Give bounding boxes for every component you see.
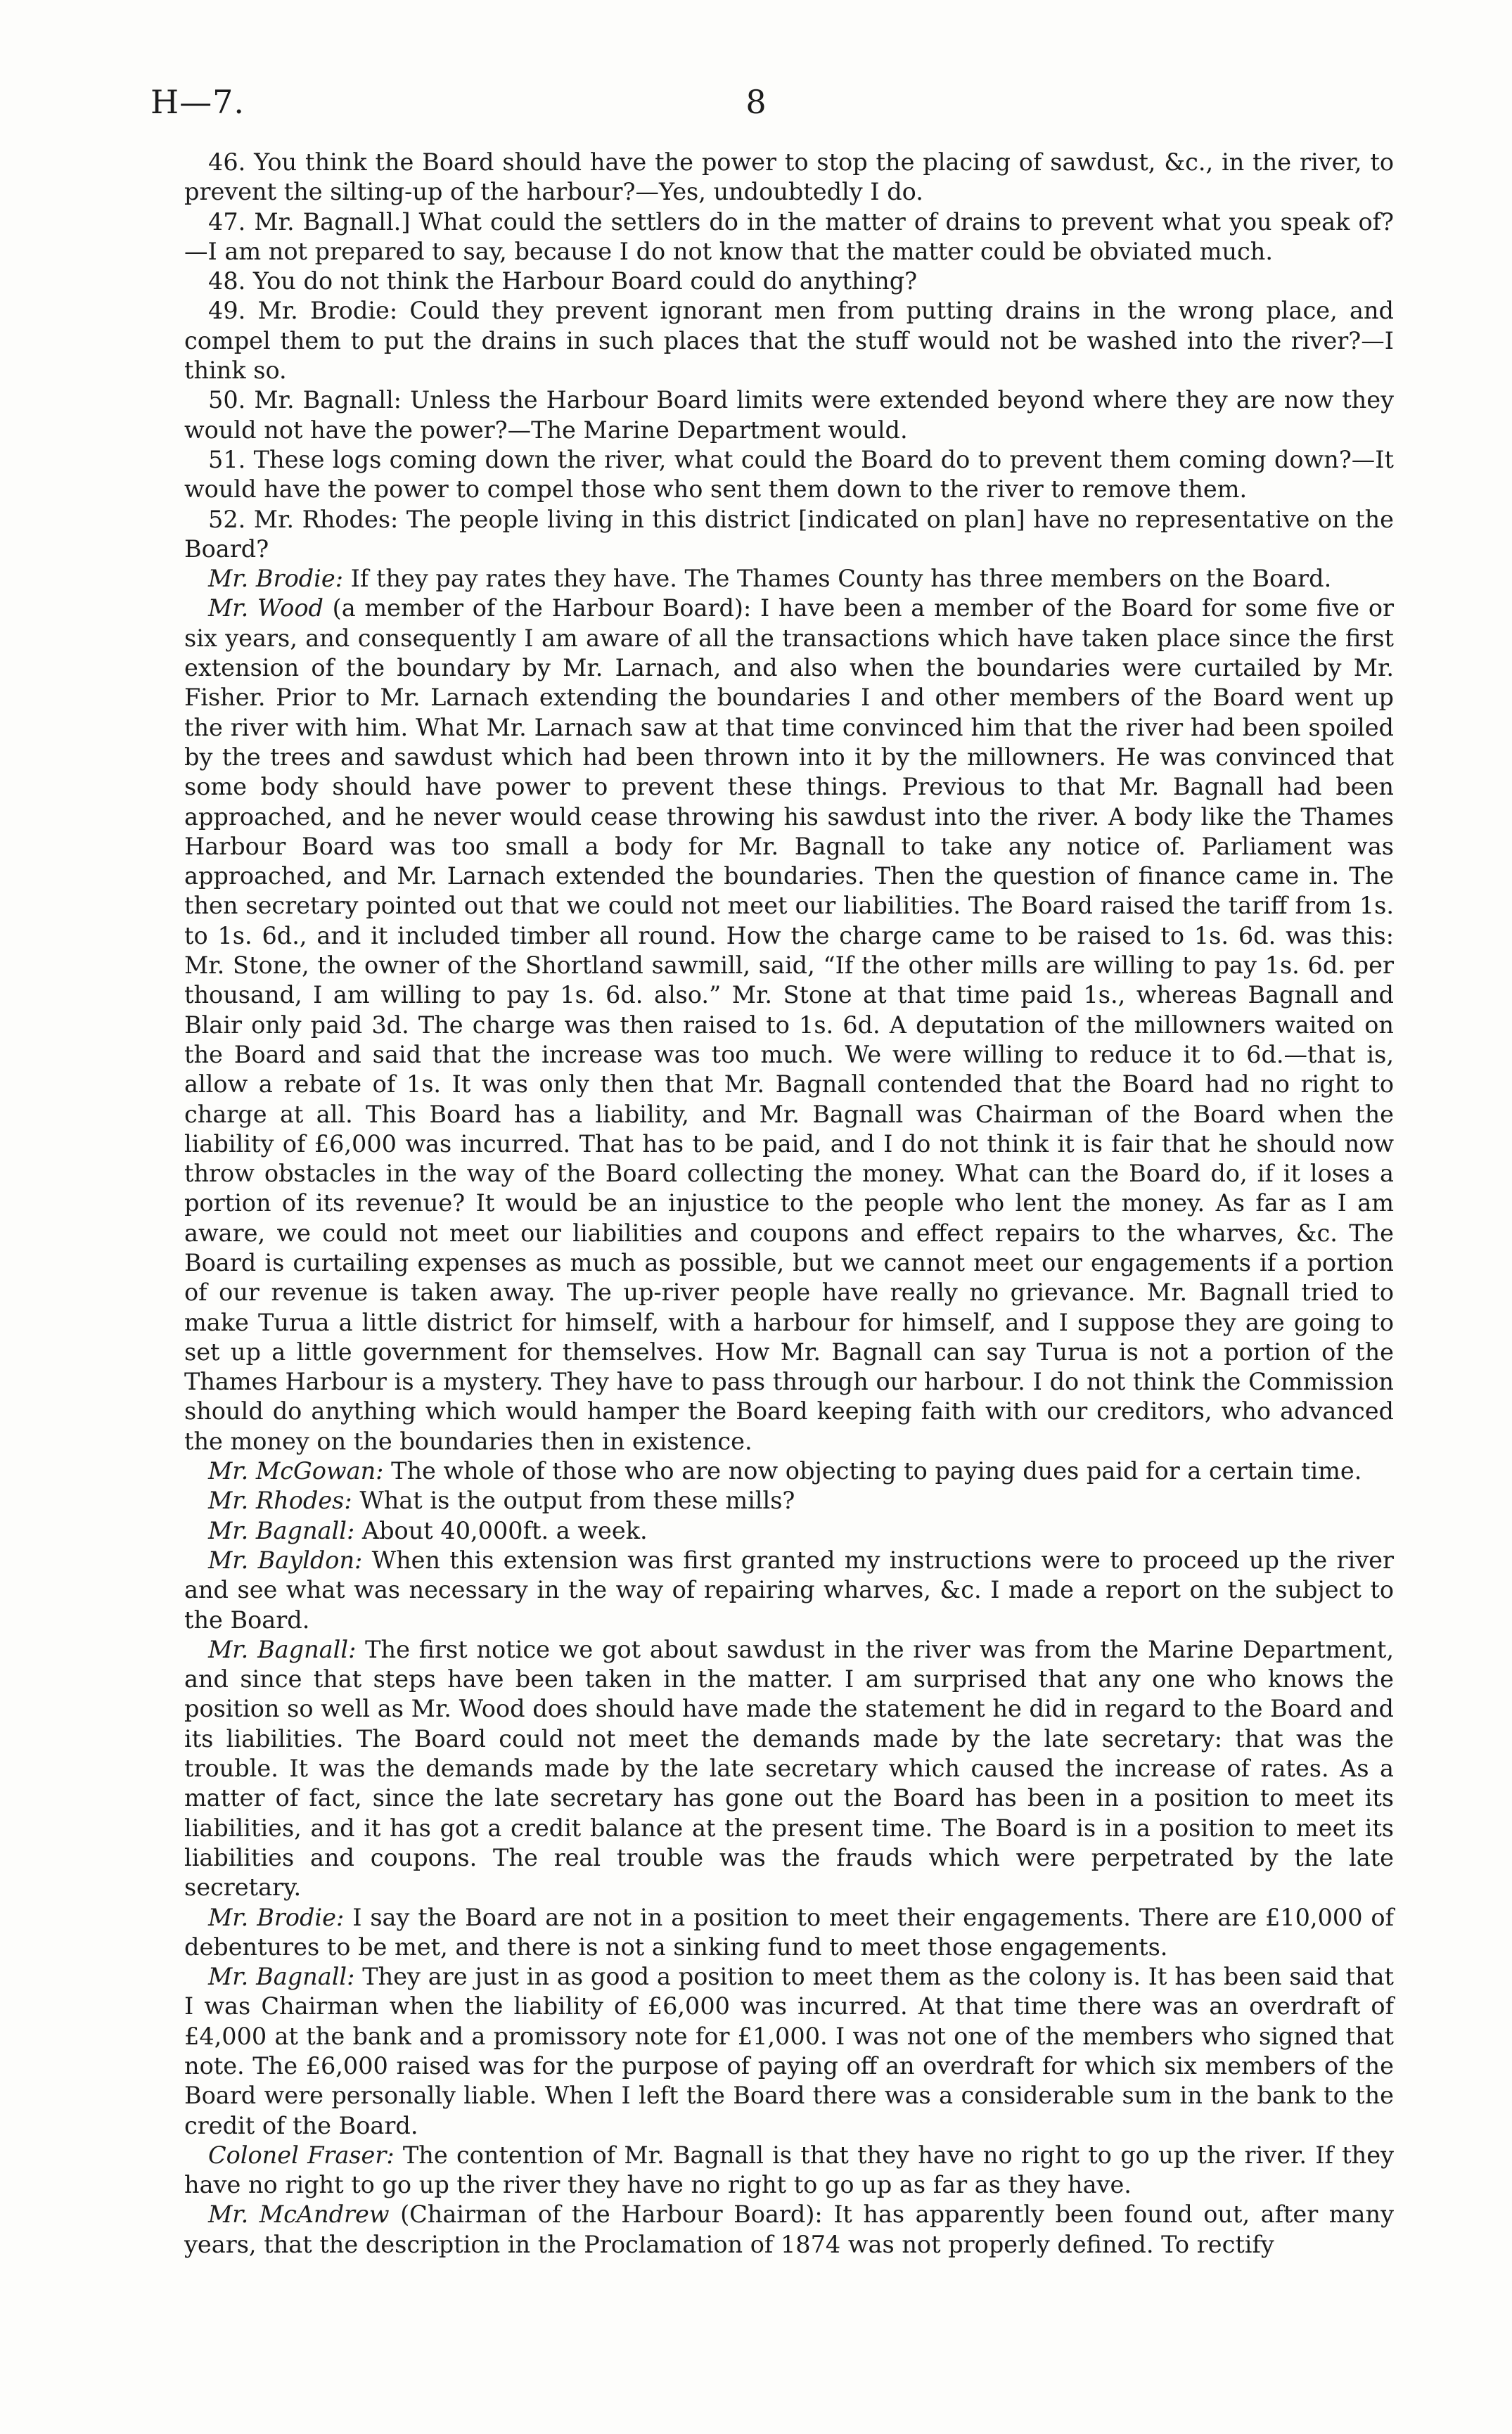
paragraph	[184, 1635, 1394, 1903]
paragraph-text: 46. You think the Board should have the power to stop the placing of sawdust, &c., in the river, to prevent the silting-up of the harbour?—Yes, undoubtedly I do.	[184, 148, 1394, 206]
paragraph	[184, 445, 1394, 505]
paragraph-text: The whole of those who are now objecting to paying dues paid for a certain time.	[391, 1457, 1362, 1485]
paragraph-text: 49. Mr. Brodie: Could they prevent ignorant men from putting drains in the wrong place, and compel them to put the drains in such places that the stuff would not be washed into the river?—I think so.	[184, 297, 1394, 385]
paragraph	[184, 594, 1394, 1456]
paragraph	[184, 1486, 1394, 1516]
speaker-label: Mr. Bagnall:	[208, 1516, 355, 1544]
paragraph-text: 47. Mr. Bagnall.] What could the settlers do in the matter of drains to prevent what you speak of?—I am not prepared to say, because I do not know that the matter could be obviated much.	[184, 207, 1394, 265]
paragraph	[184, 1903, 1394, 1963]
page-header	[150, 83, 1362, 132]
paragraph	[184, 1546, 1394, 1635]
speaker-label: Mr. Bagnall:	[208, 1963, 355, 1991]
paragraph-text: (a member of the Harbour Board): I have been a member of the Board for some five or six years, and consequently I am aware of all the transactions which have taken place since the first extension of the boundary by Mr. Larnach, and also when the boundaries were curtailed by Mr. Fisher. Prior to Mr. Larnach extending the boundaries I and other members of the Board went up the river with him. What Mr. Larnach saw at that time convinced him that the river had been spoiled by the trees and sawdust which had been thrown into it by the millowners. He was convinced that some body should have power to prevent these things. Previous to that Mr. Bagnall had been approached, and he never would cease throwing his sawdust into the river. A body like the Thames Harbour Board was too small a body for Mr. Bagnall to take any notice of. Parliament was approached, and Mr. Larnach extended the boundaries. Then the question of finance came in. The then secretary pointed out that we could not meet our liabilities. The Board raised the tariff from 1s. to 1s. 6d., and it included timber all round. How the charge came to be raised to 1s. 6d. was this: Mr. Stone, the owner of the Shortland sawmill, said, “If the other mills are willing to pay 1s. 6d. per thousand, I am willing to pay 1s. 6d. also.” Mr. Stone at that time paid 1s., whereas Bagnall and Blair only paid 3d. The charge was then raised to 1s. 6d. A deputation of the millowners waited on the Board and said that the increase was too much. We were willing to reduce it to 6d.—that is, allow a rebate of 1s. It was only then that Mr. Bagnall contended that the Board had no right to charge at all. This Board has a liability, and Mr. Bagnall was Chairman of the Board when the liability of £6,000 was incurred. That has to be paid, and I do not think it is fair that he should now throw obstacles in the way of the Board collecting the money. What can the Board do, if it loses a portion of its revenue? It would be an injustice to the people who lent the money. As far as I am aware, we could not meet our liabilities and coupons and effect repairs to the wharves, &c. The Board is curtailing expenses as much as possible, but we cannot meet our engagements if a portion of our revenue is taken away. The up-river people have really no grievance. Mr. Bagnall tried to make Turua a little district for himself, with a harbour for himself, and I suppose they are going to set up a little government for themselves. How Mr. Bagnall can say Turua is not a portion of the Thames Harbour is a mystery. They have to pass through our harbour. I do not think the Commission should do anything which would hamper the Board keeping faith with our creditors, who advanced the money on the boundaries then in existence.	[184, 594, 1394, 1455]
document-body	[184, 148, 1394, 2260]
paragraph	[184, 267, 1394, 296]
speaker-label: Mr. Brodie:	[208, 565, 344, 593]
document-id: H—7.	[150, 83, 245, 121]
paragraph	[184, 564, 1394, 594]
speaker-label: Mr. Bayldon:	[208, 1546, 363, 1574]
paragraph	[184, 385, 1394, 445]
paragraph	[184, 505, 1394, 565]
page-number: 8	[745, 83, 767, 121]
paragraph-text: When this extension was first granted my instructions were to proceed up the river and see what was necessary in the way of repairing wharves, &c. I made a report on the subject to the Board.	[184, 1546, 1394, 1634]
paragraph-text: About 40,000ft. a week.	[361, 1516, 648, 1544]
paragraph-text: The first notice we got about sawdust in the river was from the Marine Department, and since that steps have been taken in the matter. I am surprised that any one who knows the position so well as Mr. Wood does should have made the statement he did in regard to the Board and its liabilities. The Board could not meet the demands made by the late secretary: that was the trouble. It was the demands made by the late secretary which caused the increase of rates. As a matter of fact, since the late secretary has gone out the Board has been in a position to meet its liabilities, and it has got a credit balance at the present time. The Board is in a position to meet its liabilities and coupons. The real trouble was the frauds which were perpetrated by the late secretary.	[184, 1635, 1394, 1902]
paragraph	[184, 1516, 1394, 1546]
paragraph	[184, 148, 1394, 207]
paragraph	[184, 296, 1394, 385]
speaker-label: Mr. McGowan:	[208, 1457, 384, 1485]
paragraph-text: The contention of Mr. Bagnall is that they have no right to go up the river. If they have no right to go up the river they have no right to go up as far as they have.	[184, 2141, 1394, 2199]
paragraph-text: They are just in as good a position to meet them as the colony is. It has been said that I was Chairman when the liability of £6,000 was incurred. At that time there was an overdraft of £4,000 at the bank and a promissory note for £1,000. I was not one of the members who signed that note. The £6,000 raised was for the purpose of paying off an overdraft for which six members of the Board were personally liable. When I left the Board there was a considerable sum in the bank to the credit of the Board.	[184, 1963, 1394, 2139]
paragraph	[184, 2141, 1394, 2201]
paragraph-text: I say the Board are not in a position to meet their engagements. There are £10,000 of debentures to be met, and there is not a sinking fund to meet those engagements.	[184, 1903, 1394, 1961]
paragraph	[184, 2200, 1394, 2260]
paragraph-text: If they pay rates they have. The Thames County has three members on the Board.	[350, 565, 1332, 593]
speaker-label: Mr. Rhodes:	[208, 1487, 352, 1515]
paragraph	[184, 1456, 1394, 1486]
paragraph	[184, 207, 1394, 267]
speaker-label: Mr. Brodie:	[208, 1903, 345, 1931]
speaker-label: Mr. Wood	[208, 594, 323, 622]
speaker-label: Mr. Bagnall:	[208, 1635, 357, 1663]
paragraph-text: 50. Mr. Bagnall: Unless the Harbour Board limits were extended beyond where they are now they would not have the power?—The Marine Department would.	[184, 386, 1394, 444]
paragraph-text: 48. You do not think the Harbour Board could do anything?	[208, 267, 918, 295]
speaker-label: Mr. McAndrew	[208, 2201, 390, 2229]
speaker-label: Colonel Fraser:	[208, 2141, 395, 2169]
paragraph-text: 51. These logs coming down the river, what could the Board do to prevent them coming down?—It would have the power to compel those who sent them down to the river to remove them.	[184, 445, 1394, 504]
paragraph-text: 52. Mr. Rhodes: The people living in this district [indicated on plan] have no representative on the Board?	[184, 505, 1394, 563]
paragraph	[184, 1962, 1394, 2141]
paragraph-text: What is the output from these mills?	[359, 1487, 795, 1515]
paragraph-text: (Chairman of the Harbour Board): It has apparently been found out, after many years, that the description in the Proclamation of 1874 was not properly defined. To rectify	[184, 2201, 1394, 2258]
